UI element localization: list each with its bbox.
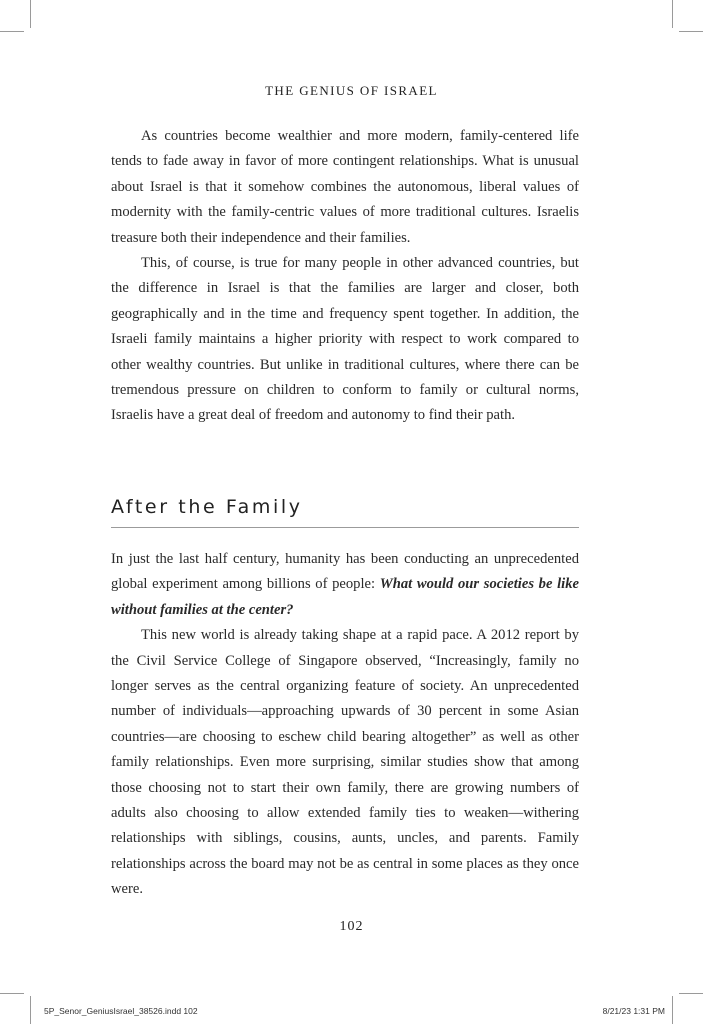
crop-mark-bottom-right: [672, 996, 673, 1024]
paragraph: This, of course, is true for many people in other advanced countries, but the difference in Israel is that the families are larger and closer, both geographically and in the time and frequency spent together. In addition, the Israeli family maintains a higher priority with respect to work compared to other wealthy countries. But unlike in traditional cultures, where there can be tremendous pressure on children to conform to family or cultural norms, Israelis have a great deal of freedom and autonomy to find their path.: [111, 255, 579, 424]
body-text-before-section: [111, 124, 579, 429]
intro-text: In just the last half century, humanity has been conducting an unprecedented global experiment among billions of people:: [111, 551, 579, 593]
section-heading: After the Family: [111, 496, 303, 518]
running-head: THE GENIUS OF ISRAEL: [265, 83, 438, 98]
paragraph: This new world is already taking shape at a rapid pace. A 2012 report by the Civil Service College of Singapore observed, “Increasingly, family no longer serves as the central organizing feature of society. An unprecedented number of individuals—approaching upwards of 30 percent in some Asian countries—are choosing to eschew child bearing altogether” as well as other family relationships. Even more surprising, similar studies show that among those choosing not to start their own family, there are growing numbers of adults also choosing to allow extended family ties to weaken—withering relationships with siblings, cousins, aunts, uncles, and parents. Family relationships across the board may not be as central in some places as they once were.: [111, 627, 579, 898]
section-divider: [111, 527, 579, 528]
intro-question: What would our societies be like without families at the center?: [111, 576, 579, 618]
crop-mark-top-left: [30, 0, 31, 28]
crop-mark-right-top: [679, 31, 703, 32]
section-intro-paragraph: [111, 547, 579, 623]
crop-mark-top-right: [672, 0, 673, 28]
paragraph: As countries become wealthier and more modern, family-centered life tends to fade away in favor of more contingent relationships. What is unusual about Israel is that it somehow combines the autonomous, liberal values of modernity with the family-centric values of more traditional cultures. Israelis treasure both their independence and their families.: [111, 128, 579, 246]
page-number: 102: [339, 919, 364, 934]
body-text-section: [111, 547, 579, 903]
crop-mark-bottom-left: [30, 996, 31, 1024]
crop-mark-left-bottom: [0, 993, 24, 994]
crop-mark-left-top: [0, 31, 24, 32]
slug-date: 8/21/23 1:31 PM: [602, 1006, 665, 1016]
slug-file-info: 5P_Senor_GeniusIsrael_38526.indd 102: [44, 1006, 198, 1016]
crop-mark-right-bottom: [679, 993, 703, 994]
